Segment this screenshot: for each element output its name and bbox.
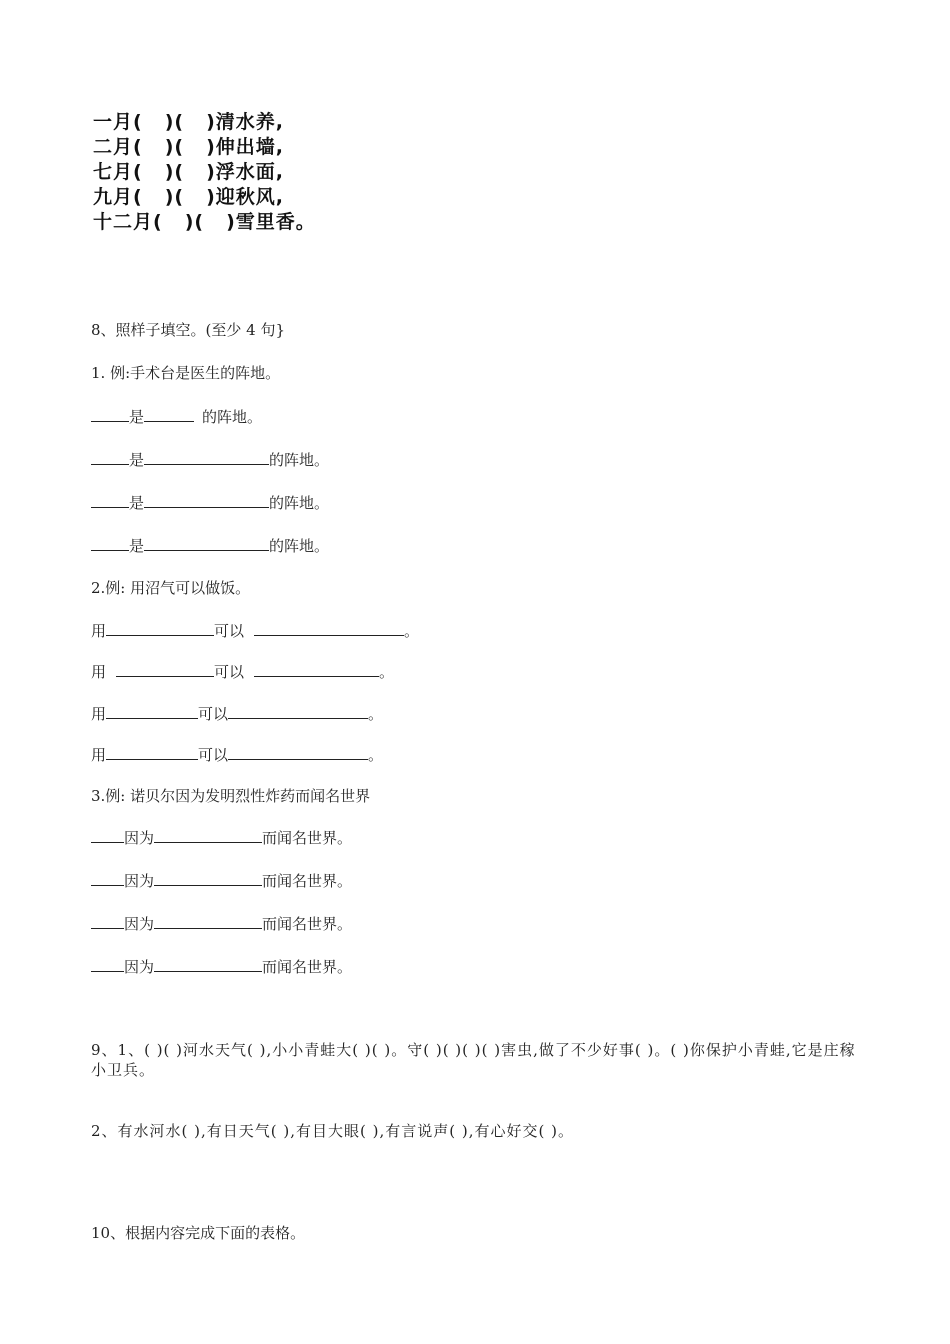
blank[interactable] [154,870,262,886]
poem-line-1: 一月( )( )清水养, [93,111,284,133]
blank[interactable] [144,449,269,465]
blank[interactable] [91,492,129,508]
q10-title: 10、根据内容完成下面的表格。 [91,1224,306,1242]
q8-ex1-row-4: 是 的阵地。 [91,535,329,556]
blank[interactable] [91,827,124,843]
blank[interactable] [228,744,368,760]
poem-line-2: 二月( )( )伸出墙, [93,136,284,158]
blank[interactable] [154,956,262,972]
q9-part-1: 9、1、( )( )河水天气( ),小小青蛙大( )( )。守( )( )( )( )害虫,做了不少好事( )。( )你保护小青蛙,它是庄稼小卫兵。 [91,1041,856,1079]
q8-ex2-row-1: 用 可以 。 [91,622,420,640]
blank[interactable] [91,913,124,929]
q8-example-3: 3.例: 诺贝尔因为发明烈性炸药而闻名世界 [91,787,371,805]
q8-ex3-row-4: 因为 而闻名世界。 [91,956,352,977]
blank[interactable] [91,535,129,551]
q8-ex1-row-3: 是 的阵地。 [91,492,329,513]
blank[interactable] [106,620,214,636]
blank[interactable] [91,406,129,422]
blank[interactable] [154,913,262,929]
q8-ex2-row-2: 用 可以 。 [91,663,395,681]
poem-image [93,110,343,250]
blank[interactable] [106,744,198,760]
poem-line-4: 九月( )( )迎秋风, [93,186,284,208]
blank[interactable] [254,620,404,636]
poem-line-5: 十二月( )( )雪里香。 [93,211,316,233]
blank[interactable] [254,661,379,677]
q9-part-2: 2、有水河水( ),有日天气( ),有目大眼( ),有言说声( ),有心好交( )。 [91,1122,574,1140]
blank[interactable] [144,406,194,422]
q8-ex1-row-2: 是 的阵地。 [91,449,329,470]
blank[interactable] [91,449,129,465]
poem-line-3: 七月( )( )浮水面, [93,161,284,183]
q8-ex2-row-4: 用 可以 。 [91,746,384,764]
blank[interactable] [154,827,262,843]
q8-ex2-row-3: 用 可以 。 [91,705,384,723]
blank[interactable] [144,535,269,551]
q8-example-1: 1. 例:手术台是医生的阵地。 [91,364,281,382]
blank[interactable] [91,956,124,972]
q8-example-2: 2.例: 用沼气可以做饭。 [91,579,251,597]
q8-ex1-row-1: 是 的阵地。 [91,406,262,427]
q8-title: 8、照样子填空。(至少 4 句} [91,321,286,339]
blank[interactable] [116,661,214,677]
blank[interactable] [106,703,198,719]
blank[interactable] [228,703,368,719]
q8-ex3-row-3: 因为 而闻名世界。 [91,913,352,934]
blank[interactable] [91,870,124,886]
blank[interactable] [144,492,269,508]
q8-ex3-row-2: 因为 而闻名世界。 [91,870,352,891]
q8-ex3-row-1: 因为 而闻名世界。 [91,827,352,848]
